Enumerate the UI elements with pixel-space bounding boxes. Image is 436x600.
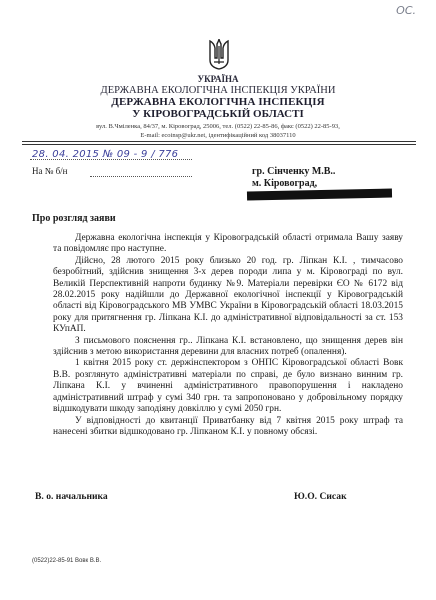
registration-dotted-line <box>30 159 192 160</box>
body-paragraph: Державна екологічна інспекція у Кіровоградській області отримала Вашу заяву та повідомляє про наступне. <box>53 233 403 255</box>
signatory-name: Ю.О. Сисак <box>294 491 347 502</box>
letterhead-rule-thick <box>22 141 416 142</box>
letterhead-rule-thin <box>22 144 416 145</box>
body-paragraph: Дійсно, 28 лютого 2015 року близько 20 год. гр. Ліпкан К.І. , тимчасово безробітний, здійснив знищення 3-х дерев породи липа у м. Кіровограді по вул. Великій Перспективній напроти будинку №9. Матеріали перевірки ЄО № 6172 від 28.02.2015 року надійшли до Державної екологічної інспекції у Кіровоградській області від Кіровоградського МВ УМВС України в Кіровоградській області 18.03.2015 року для притягнення гр. Ліпкана К.І. до адміністративної відповідальності за ст. 153 КУпАП. <box>53 255 403 335</box>
subject-line: Про розгляд заяви <box>32 213 116 224</box>
trident-emblem-icon <box>208 38 230 70</box>
letterhead-agency-line2: ДЕРЖАВНА ЕКОЛОГІЧНА ІНСПЕКЦІЯ <box>111 96 325 108</box>
letterhead-agency-line3: У КІРОВОГРАДСЬКІЙ ОБЛАСТІ <box>132 108 304 120</box>
letter-body <box>53 233 403 438</box>
corner-handwritten-note: ОС. <box>396 4 416 17</box>
addressee-block <box>252 166 335 190</box>
registration-number: 28. 04. 2015 № 09 - 9 / 776 <box>32 149 179 160</box>
addressee-name: гр. Сінченку М.В.. <box>252 166 336 177</box>
letterhead-address: вул. В.Чміленка, 84/37, м. Кіровоград, 25006, тел. (0522) 22-85-86, факс (0522) 22-85-93, <box>96 123 340 130</box>
reply-dotted-line <box>90 176 192 177</box>
body-paragraph: 1 квітня 2015 року ст. держінспектором з ОНПС Кіровоградської області Вовк В.В. розглянуто адміністративні матеріали по справі, де було визнано винним гр. Ліпкана К.І. у вчиненні адміністративного правопорушення і накладено адміністративний штраф у сумі 340 грн. та запропоновано у добровільному порядку відшкодувати шкоду заподіяну довкіллю у сумі 2050 грн. <box>53 358 403 415</box>
letterhead-country: УКРАЇНА <box>197 74 239 84</box>
addressee-city: м. Кіровоград, <box>252 178 318 189</box>
redacted-address <box>247 188 392 200</box>
reply-reference: На № б/н <box>32 166 68 176</box>
body-paragraph: У відповідності до квитанції Приватбанку від 7 квітня 2015 року штраф та нанесені збитки відшкодовано гр. Ліпканом К.І. у повному обсязі. <box>53 415 403 437</box>
letterhead-email: E-mail: ecoinsp@ukr.net, ідентифікаційний код 38037110 <box>140 132 296 139</box>
executor-contact: (0522)22-85-91 Вовк В.В. <box>32 558 102 564</box>
signatory-position: В. о. начальника <box>35 491 108 502</box>
letterhead-agency-line1: ДЕРЖАВНА ЕКОЛОГІЧНА ІНСПЕКЦІЯ УКРАЇНИ <box>100 85 336 96</box>
body-paragraph: З письмового пояснення гр.. Ліпкана К.І. встановлено, що знищення дерев він здійснив з метою використання деревини для власних потреб (опалення). <box>53 335 403 358</box>
